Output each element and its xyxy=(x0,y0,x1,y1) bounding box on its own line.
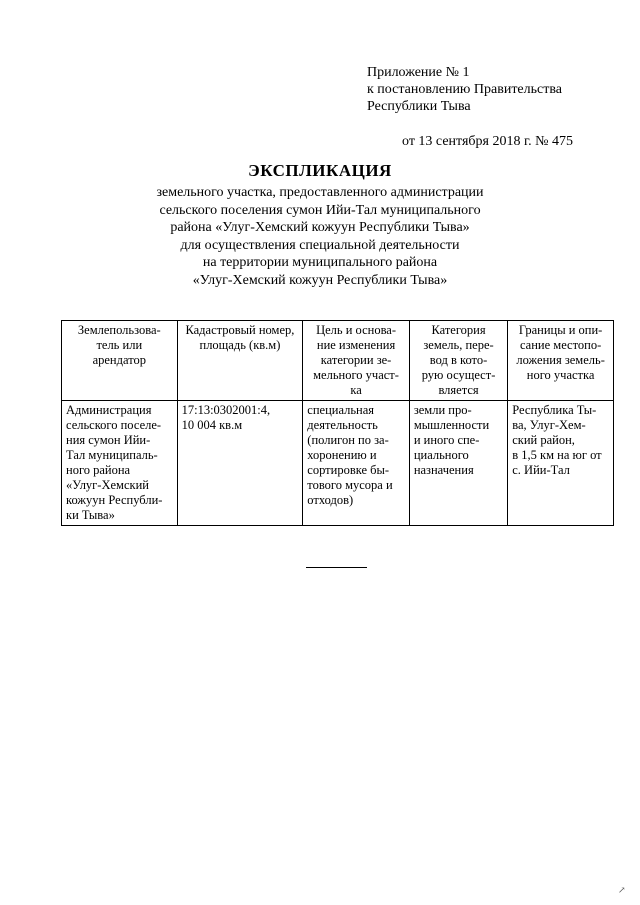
cell-text: земли про- xyxy=(413,403,472,417)
cell-text: хоронению и xyxy=(307,448,377,462)
appendix-line-2: к постановлению Правительства xyxy=(366,82,562,97)
cell-boundaries xyxy=(508,401,614,526)
table-header-row xyxy=(62,321,614,401)
subtitle-line: для осуществления специальной деятельности xyxy=(180,237,460,253)
corner-mark: ↗ xyxy=(618,885,626,895)
header-land-category xyxy=(409,321,507,401)
cell-text: с. Ийи-Тал xyxy=(512,463,570,477)
header-text: ние изменения xyxy=(316,338,396,352)
cell-text: сельского поселе- xyxy=(66,418,162,432)
cell-text: ский район, xyxy=(512,433,575,447)
subtitle-line: «Улуг-Хемский кожуун Республики Тыва» xyxy=(192,272,448,288)
header-purpose xyxy=(303,321,410,401)
cell-text: отходов) xyxy=(307,493,354,507)
explication-table xyxy=(61,320,614,526)
header-text: арендатор xyxy=(92,353,146,367)
header-text: Кадастровый номер, xyxy=(185,323,295,337)
closing-rule xyxy=(306,567,367,568)
cell-purpose xyxy=(303,401,410,526)
decree-date: от 13 сентября 2018 г. № 475 xyxy=(402,134,573,149)
header-text: Землепользова- xyxy=(77,323,161,337)
cell-text: ва, Улуг-Хем- xyxy=(512,418,586,432)
header-text: сание местопо- xyxy=(519,338,602,352)
header-text: ка xyxy=(350,383,362,397)
subtitle-line: сельского поселения сумон Ийи-Тал муниципального xyxy=(159,202,481,218)
cell-text: сортировке бы- xyxy=(307,463,390,477)
cell-land-user xyxy=(62,401,178,526)
header-text: Цель и основа- xyxy=(316,323,397,337)
cell-text: тового мусора и xyxy=(307,478,393,492)
header-cadastral-number xyxy=(177,321,303,401)
appendix-line-3: Республики Тыва xyxy=(366,99,471,114)
subtitle-line: на территории муниципального района xyxy=(202,255,438,270)
subtitle-line: района «Улуг-Хемский кожуун Республики Тыва» xyxy=(170,220,470,235)
header-text: вляется xyxy=(438,383,479,397)
header-land-user xyxy=(62,321,178,401)
cell-text: 17:13:0302001:4, xyxy=(181,403,271,417)
table-row xyxy=(62,401,614,526)
header-boundaries xyxy=(508,321,614,401)
header-text: площадь (кв.м) xyxy=(199,338,281,352)
cell-text: Администрация xyxy=(66,403,152,417)
cell-cadastral-number xyxy=(177,401,303,526)
cell-text: мышленности xyxy=(413,418,490,432)
header-text: Границы и опи- xyxy=(518,323,603,337)
header-text: категории зе- xyxy=(320,353,392,367)
subtitle-line: земельного участка, предоставленного администрации xyxy=(156,185,484,200)
cell-text: деятельность xyxy=(307,418,378,432)
cell-text: ного района xyxy=(66,463,131,477)
cell-text: циального xyxy=(413,448,469,462)
cell-text: Тал муниципаль- xyxy=(66,448,158,462)
document-title: ЭКСПЛИКАЦИЯ xyxy=(248,161,392,180)
cell-text: ки Тыва» xyxy=(66,508,115,522)
header-text: Категория xyxy=(431,323,486,337)
header-text: вод в кото- xyxy=(429,353,488,367)
appendix-block xyxy=(367,64,562,115)
cell-text: и иного спе- xyxy=(413,433,480,447)
header-text: рую осущест- xyxy=(421,368,496,382)
cell-text: 10 004 кв.м xyxy=(181,418,243,432)
cell-text: специальная xyxy=(307,403,375,417)
cell-text: в 1,5 км на юг от xyxy=(512,448,602,462)
appendix-line-1: Приложение № 1 xyxy=(366,65,470,80)
cell-text: назначения xyxy=(413,463,474,477)
header-text: ложения земель- xyxy=(516,353,605,367)
header-text: земель, пере- xyxy=(423,338,494,352)
cell-text: ния сумон Ийи- xyxy=(66,433,151,447)
cell-text: кожуун Республи- xyxy=(66,493,163,507)
cell-land-category xyxy=(409,401,507,526)
document-subtitle xyxy=(0,184,640,289)
header-text: мельного участ- xyxy=(313,368,399,382)
cell-text: «Улуг-Хемский xyxy=(66,478,149,492)
header-text: тель или xyxy=(96,338,143,352)
cell-text: Республика Ты- xyxy=(512,403,597,417)
cell-text: (полигон по за- xyxy=(307,433,389,447)
header-text: ного участка xyxy=(526,368,595,382)
